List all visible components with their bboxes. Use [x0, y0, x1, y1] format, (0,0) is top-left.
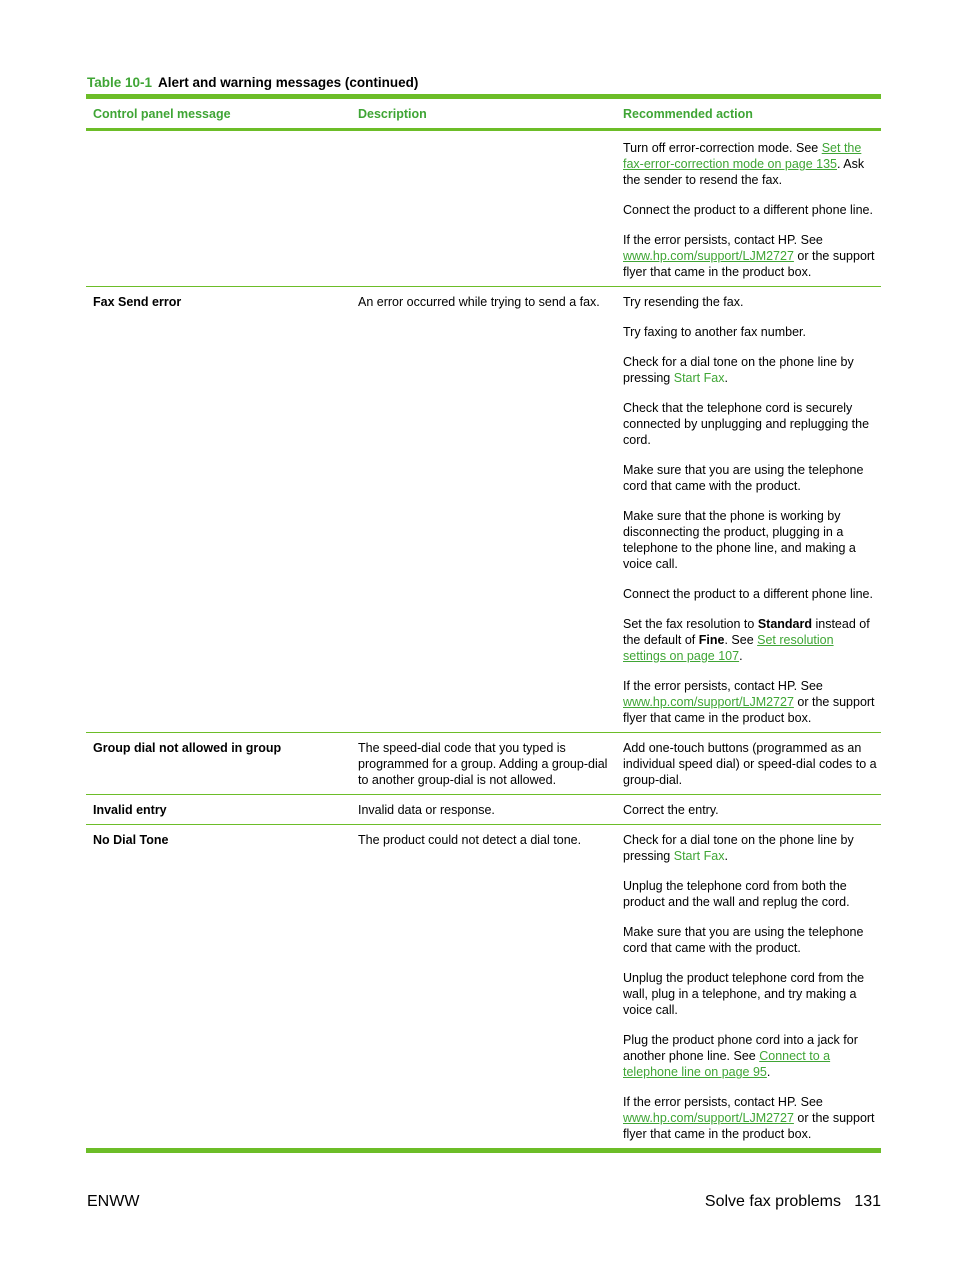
action-item: Make sure that you are using the telephone cord that came with the product. [623, 463, 864, 493]
action-item: Check for a dial tone on the phone line by pressing Start Fax. [623, 833, 854, 863]
description-cell: An error occurred while trying to send a fax. [358, 295, 600, 309]
action-item: Unplug the product telephone cord from the wall, plug in a telephone, and try making a voice call. [623, 971, 865, 1017]
table-row [86, 733, 881, 795]
action-item: Connect the product to a different phone line. [623, 587, 873, 601]
table-row [86, 825, 881, 1148]
link-connect-telephone-line[interactable]: Connect to a telephone line on page 95 [623, 1049, 831, 1079]
action-item: Try faxing to another fax number. [623, 325, 806, 339]
table-row [86, 795, 881, 825]
table-caption [87, 75, 418, 90]
action-item: If the error persists, contact HP. See www.hp.com/support/LJM2727 or the support flyer that came in the product box. [623, 233, 875, 279]
link-set-resolution[interactable]: Set resolution settings on page 107 [623, 633, 834, 663]
action-item: Unplug the telephone cord from both the product and the wall and replug the cord. [623, 879, 850, 909]
action-cell [616, 140, 881, 280]
header-control-panel-message: Control panel message [93, 106, 231, 121]
action-item: Plug the product phone cord into a jack for another phone line. See Connect to a telephone line on page 95. [623, 1033, 858, 1079]
action-cell [616, 802, 881, 818]
table-row [86, 287, 881, 733]
description-cell: The product could not detect a dial tone. [358, 833, 582, 847]
table-header [86, 99, 881, 131]
action-item: Add one-touch buttons (programmed as an individual speed dial) or speed-dial codes to a group-dial. [623, 741, 877, 787]
description-cell: The speed-dial code that you typed is programmed for a group. Adding a group-dial to another group-dial is not allowed. [358, 741, 608, 787]
action-item: Make sure that you are using the telephone cord that came with the product. [623, 925, 864, 955]
link-hp-support[interactable]: www.hp.com/support/LJM2727 [623, 695, 794, 709]
action-item: Connect the product to a different phone line. [623, 203, 873, 217]
message-cell: No Dial Tone [93, 833, 169, 847]
action-item: Check that the telephone cord is securely connected by unplugging and replugging the cord. [623, 401, 870, 447]
footer-edition: ENWW [87, 1193, 140, 1210]
action-item: If the error persists, contact HP. See www.hp.com/support/LJM2727 or the support flyer that came in the product box. [623, 1095, 875, 1141]
action-cell [616, 294, 881, 726]
action-item: If the error persists, contact HP. See www.hp.com/support/LJM2727 or the support flyer that came in the product box. [623, 679, 875, 725]
table-row [86, 131, 881, 287]
description-cell [351, 140, 616, 280]
link-hp-support[interactable]: www.hp.com/support/LJM2727 [623, 249, 794, 263]
action-item: Correct the entry. [623, 803, 719, 817]
action-item: Turn off error-correction mode. See Set the fax-error-correction mode on page 135. Ask the sender to resend the fax. [623, 141, 865, 187]
start-fax-label: Start Fax [673, 371, 725, 385]
action-item: Check for a dial tone on the phone line by pressing Start Fax. [623, 355, 854, 385]
action-item: Make sure that the phone is working by disconnecting the product, plugging in a telephone to the phone line, and making a voice call. [623, 509, 856, 571]
message-cell: Fax Send error [93, 295, 182, 309]
message-cell: Group dial not allowed in group [93, 741, 282, 755]
alert-messages-table [86, 94, 881, 1153]
action-cell [616, 740, 881, 788]
action-item: Try resending the fax. [623, 295, 744, 309]
table-number: Table 10-1 [87, 75, 153, 90]
action-cell [616, 832, 881, 1142]
message-cell [86, 140, 351, 280]
table-title: Alert and warning messages (continued) [158, 75, 419, 90]
link-error-correction[interactable]: Set the fax-error-correction mode on page 135 [623, 141, 862, 171]
action-item: Set the fax resolution to Standard instead of the default of Fine. See Set resolution settings on page 107. [623, 617, 870, 663]
table-bottom-rule [86, 1148, 881, 1153]
message-cell: Invalid entry [93, 803, 167, 817]
footer-page-label: Solve fax problems 131 [704, 1193, 881, 1210]
link-hp-support[interactable]: www.hp.com/support/LJM2727 [623, 1111, 794, 1125]
description-cell: Invalid data or response. [358, 803, 495, 817]
start-fax-label: Start Fax [673, 849, 725, 863]
header-recommended-action: Recommended action [623, 106, 753, 121]
header-description: Description [358, 106, 427, 121]
